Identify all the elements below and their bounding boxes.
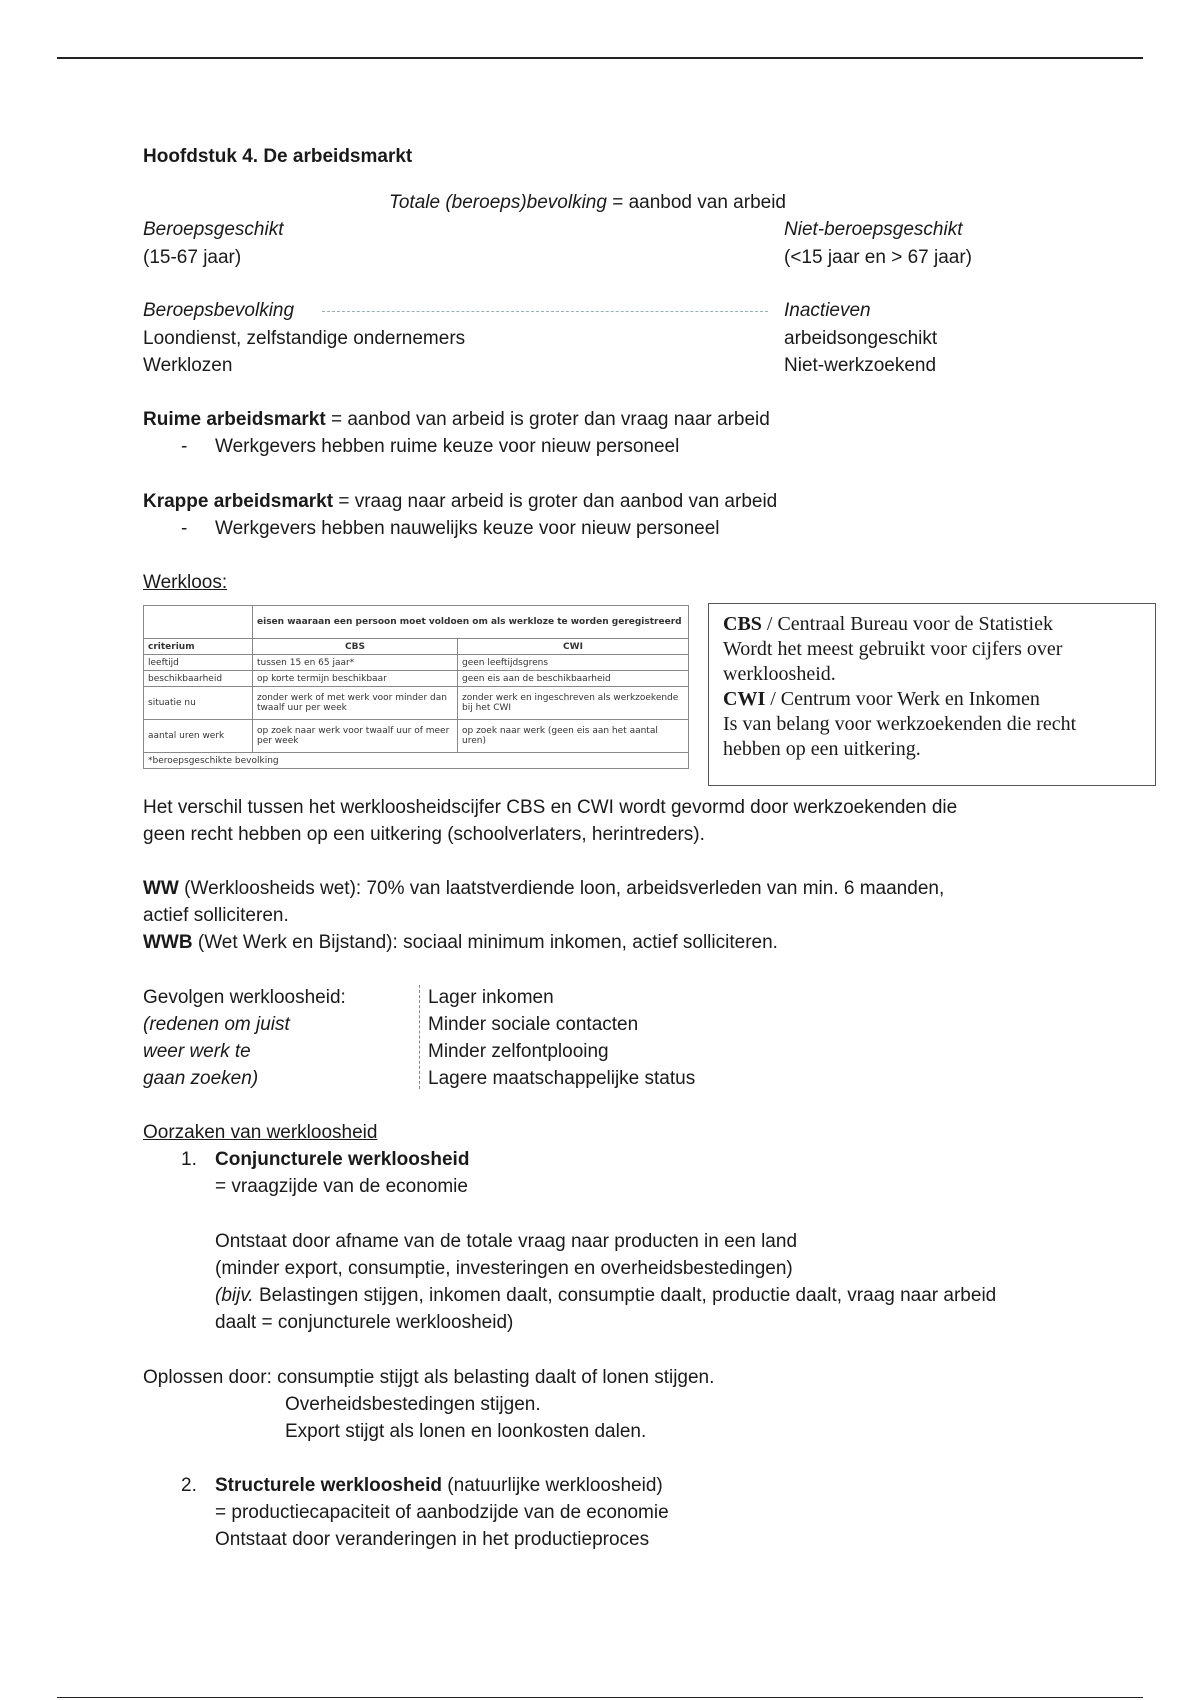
table-empty-cell	[144, 606, 253, 639]
row-cbs: zonder werk of met werk voor minder dan twaalf uur per week	[253, 687, 458, 720]
row-cbs: op zoek naar werk voor twaalf uur of meer per week	[253, 720, 458, 753]
cbs-title	[723, 612, 1141, 637]
left-ages: (15-67 jaar)	[143, 247, 242, 268]
ww-line2: actief solliciteren.	[143, 905, 289, 926]
ruime-bullet-marker: -	[181, 436, 188, 457]
bottom-rule	[57, 1697, 1143, 1698]
cwi-abbr: CWI	[723, 688, 766, 710]
top-rule	[57, 57, 1143, 59]
conj-def: = vraagzijde van de economie	[215, 1176, 468, 1197]
oplossen-l1: consumptie stijgt als belasting daalt of lonen stijgen.	[277, 1367, 715, 1388]
row-criterium: situatie nu	[144, 687, 253, 720]
oplossen-l3: Export stijgt als lonen en loonkosten dalen.	[285, 1421, 647, 1442]
table-row	[144, 655, 689, 671]
cbs-abbr: CBS	[723, 613, 762, 635]
gevolgen-label: Gevolgen werkloosheid:	[143, 987, 346, 1008]
beroepsbevolking-heading: Beroepsbevolking	[143, 300, 295, 321]
cbs-line2: werkloosheid.	[723, 663, 836, 685]
ruime-def	[143, 409, 770, 431]
right-line2: Niet-werkzoekend	[784, 355, 937, 376]
left-line2: Werklozen	[143, 355, 233, 376]
table-footnote: *beroepsgeschikte bevolking	[144, 753, 689, 769]
conj-p4: daalt = conjuncturele werkloosheid)	[215, 1312, 514, 1333]
col-criterium: criterium	[144, 639, 253, 655]
table-top-header: eisen waaraan een persoon moet voldoen om als werkloze te worden geregistreerd	[253, 606, 689, 639]
col-cbs: CBS	[253, 639, 458, 655]
right-heading: Niet-beroepsgeschikt	[784, 219, 963, 240]
conj-p3	[215, 1285, 996, 1307]
ruime-bullet: Werkgevers hebben ruime keuze voor nieuw personeel	[215, 436, 680, 457]
row-criterium: beschikbaarheid	[144, 671, 253, 687]
row-cbs: tussen 15 en 65 jaar*	[253, 655, 458, 671]
cwi-line2: hebben op een uitkering.	[723, 738, 921, 760]
ww-text: (Werkloosheids wet): 70% van laatstverdiende loon, arbeidsverleden van min. 6 maanden,	[178, 878, 945, 899]
row-cwi: op zoek naar werk (geen eis aan het aantal uren)	[458, 720, 689, 753]
gevolgen-reason3: gaan zoeken)	[143, 1068, 259, 1089]
row-cbs: op korte termijn beschikbaar	[253, 671, 458, 687]
page-title: Hoofdstuk 4. De arbeidsmarkt	[143, 146, 413, 167]
krappe-term: Krappe arbeidsmarkt	[143, 491, 334, 512]
ruime-text: = aanbod van arbeid is groter dan vraag naar arbeid	[325, 409, 770, 430]
cbs-line1: Wordt het meest gebruikt voor cijfers over	[723, 638, 1063, 660]
struct-title: Structurele werkloosheid	[215, 1475, 443, 1496]
struct-paren: (natuurlijke werkloosheid)	[442, 1475, 663, 1496]
conj-title: Conjuncturele werkloosheid	[215, 1149, 470, 1170]
gevolgen-reason2: weer werk te	[143, 1041, 251, 1062]
totale-def: = aanbod van arbeid	[606, 192, 786, 213]
krappe-bullet-marker: -	[181, 518, 188, 539]
cwi-title	[723, 687, 1141, 712]
ww-abbr: WW	[143, 878, 179, 899]
totale-line	[389, 192, 786, 214]
werkloos-heading: Werkloos:	[143, 572, 228, 593]
row-criterium: leeftijd	[144, 655, 253, 671]
row-cwi: geen leeftijdsgrens	[458, 655, 689, 671]
col-cwi: CWI	[458, 639, 689, 655]
row-cwi: zonder werk en ingeschreven als werkzoekende bij het CWI	[458, 687, 689, 720]
conj-p1: Ontstaat door afname van de totale vraag naar producten in een land	[215, 1231, 798, 1252]
ww-line1	[143, 878, 944, 900]
krappe-def	[143, 491, 777, 513]
conj-p3-rest: Belastingen stijgen, inkomen daalt, consumptie daalt, productie daalt, vraag naar arbeid	[253, 1285, 997, 1306]
verschil-line1: Het verschil tussen het werkloosheidscijfer CBS en CWI wordt gevormd door werkzoekenden die	[143, 797, 958, 818]
gevolgen-item: Minder sociale contacten	[428, 1014, 639, 1035]
struct-title-line	[215, 1475, 663, 1497]
gevolgen-item: Lagere maatschappelijke status	[428, 1068, 696, 1089]
gevolgen-item: Lager inkomen	[428, 987, 554, 1008]
criteria-table	[143, 605, 689, 769]
verschil-line2: geen recht hebben op een uitkering (schoolverlaters, herintreders).	[143, 824, 705, 845]
table-row	[144, 687, 689, 720]
wwb-line	[143, 932, 778, 954]
row-cwi: geen eis aan de beschikbaarheid	[458, 671, 689, 687]
table-row	[144, 720, 689, 753]
oorzaken-heading: Oorzaken van werkloosheid	[143, 1122, 378, 1143]
gevolgen-divider	[419, 985, 420, 1089]
oplossen-line1	[143, 1367, 714, 1389]
wwb-abbr: WWB	[143, 932, 193, 953]
struct-p1: Ontstaat door veranderingen in het productieproces	[215, 1529, 650, 1550]
left-line1: Loondienst, zelfstandige ondernemers	[143, 328, 466, 349]
oplossen-label: Oplossen door:	[143, 1367, 278, 1388]
krappe-bullet: Werkgevers hebben nauwelijks keuze voor nieuw personeel	[215, 518, 720, 539]
cwi-line1: Is van belang voor werkzoekenden die recht	[723, 713, 1077, 735]
row-criterium: aantal uren werk	[144, 720, 253, 753]
right-line1: arbeidsongeschikt	[784, 328, 938, 349]
table-col-header-row	[144, 639, 689, 655]
wwb-text: (Wet Werk en Bijstand): sociaal minimum inkomen, actief solliciteren.	[192, 932, 778, 953]
cbs-full: / Centraal Bureau voor de Statistiek	[761, 613, 1053, 635]
left-heading: Beroepsgeschikt	[143, 219, 284, 240]
conj-number: 1.	[181, 1149, 197, 1170]
gevolgen-reason1: (redenen om juist	[143, 1014, 290, 1035]
cwi-full: / Centrum voor Werk en Inkomen	[765, 688, 1040, 710]
table-footnote-row	[144, 753, 689, 769]
conj-p3-bijv: (bijv.	[215, 1285, 254, 1306]
gevolgen-item: Minder zelfontplooing	[428, 1041, 609, 1062]
ruime-term: Ruime arbeidsmarkt	[143, 409, 326, 430]
struct-def: = productiecapaciteit of aanbodzijde van de economie	[215, 1502, 669, 1523]
oplossen-l2: Overheidsbestedingen stijgen.	[285, 1394, 541, 1415]
cbs-cwi-box	[708, 603, 1156, 786]
krappe-text: = vraag naar arbeid is groter dan aanbod van arbeid	[333, 491, 778, 512]
dashed-connector	[322, 311, 768, 312]
struct-number: 2.	[181, 1475, 197, 1496]
conj-p2: (minder export, consumptie, investeringen en overheidsbestedingen)	[215, 1258, 793, 1279]
totale-term: Totale (beroeps)bevolking	[389, 192, 607, 213]
inactieven-heading: Inactieven	[784, 300, 871, 321]
table-top-header-row	[144, 606, 689, 639]
right-ages: (<15 jaar en > 67 jaar)	[784, 247, 973, 268]
table-row	[144, 671, 689, 687]
